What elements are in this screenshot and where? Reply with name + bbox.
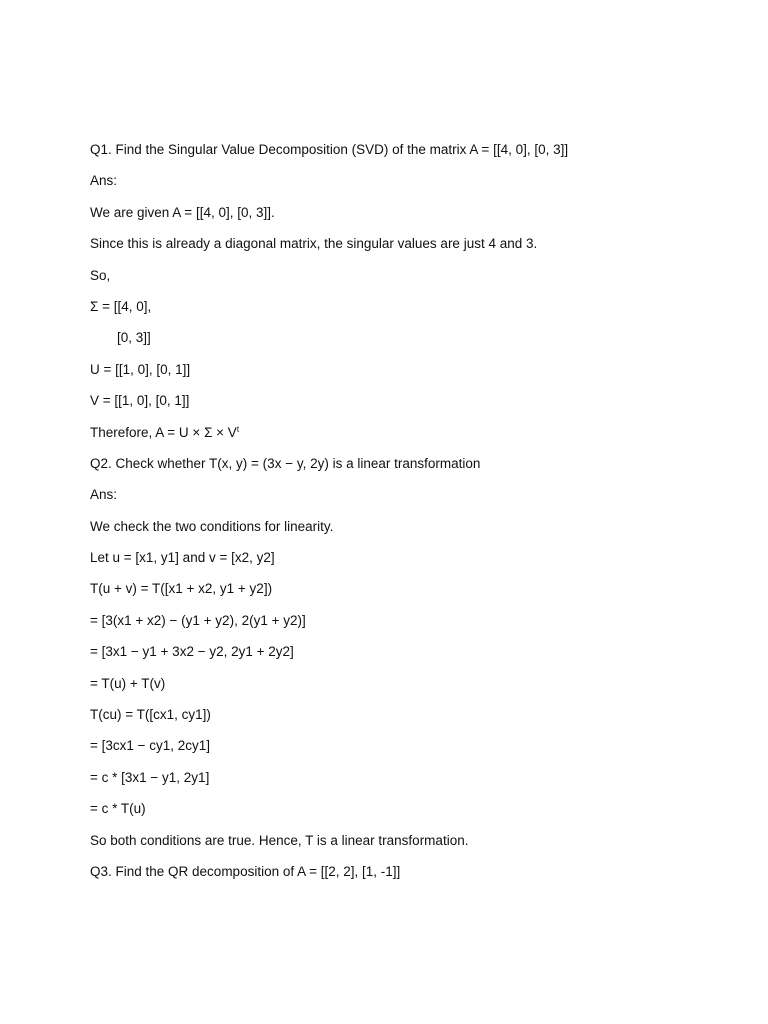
transpose-superscript: t [236, 424, 240, 434]
q1-sigma-row2: [0, 3]] [117, 330, 151, 346]
q2-homogeneity-line3: = c * [3x1 − y1, 2y1] [90, 769, 210, 785]
q2-additivity-line4: = T(u) + T(v) [90, 675, 166, 691]
q1-therefore-text: Therefore, A = U × Σ × V [90, 424, 237, 440]
q1-u-matrix: U = [[1, 0], [0, 1]] [90, 361, 191, 377]
q1-diagonal-line: Since this is already a diagonal matrix, the singular values are just 4 and 3. [90, 236, 538, 252]
q2-ans-label: Ans: [90, 487, 118, 503]
q1-therefore-line [90, 424, 730, 455]
q2-question: Q2. Check whether T(x, y) = (3x − y, 2y) is a linear transformation [90, 455, 481, 471]
q2-additivity-line3: = [3x1 − y1 + 3x2 − y2, 2y1 + 2y2] [90, 644, 294, 660]
q1-sigma-row1: Σ = [[4, 0], [90, 298, 152, 314]
q1-so-line: So, [90, 267, 111, 283]
document-body [90, 141, 730, 894]
q3-question: Q3. Find the QR decomposition of A = [[2, 2], [1, -1]] [90, 863, 401, 879]
q2-conclusion: So both conditions are true. Hence, T is a linear transformation. [90, 832, 469, 848]
q2-homogeneity-line2: = [3cx1 − cy1, 2cy1] [90, 738, 211, 754]
q2-homogeneity-line4: = c * T(u) [90, 801, 146, 817]
q2-additivity-line2: = [3(x1 + x2) − (y1 + y2), 2(y1 + y2)] [90, 612, 306, 628]
q1-ans-label: Ans: [90, 173, 118, 189]
q1-given-line: We are given A = [[4, 0], [0, 3]]. [90, 204, 275, 220]
q2-let-line: Let u = [x1, y1] and v = [x2, y2] [90, 550, 275, 566]
q2-homogeneity-line1: T(cu) = T([cx1, cy1]) [90, 707, 211, 723]
q2-additivity-line1: T(u + v) = T([x1 + x2, y1 + y2]) [90, 581, 273, 597]
q1-question: Q1. Find the Singular Value Decomposition (SVD) of the matrix A = [[4, 0], [0, 3]] [90, 142, 569, 157]
q1-v-matrix: V = [[1, 0], [0, 1]] [90, 393, 190, 409]
q2-conditions-line: We check the two conditions for linearity. [90, 518, 334, 534]
